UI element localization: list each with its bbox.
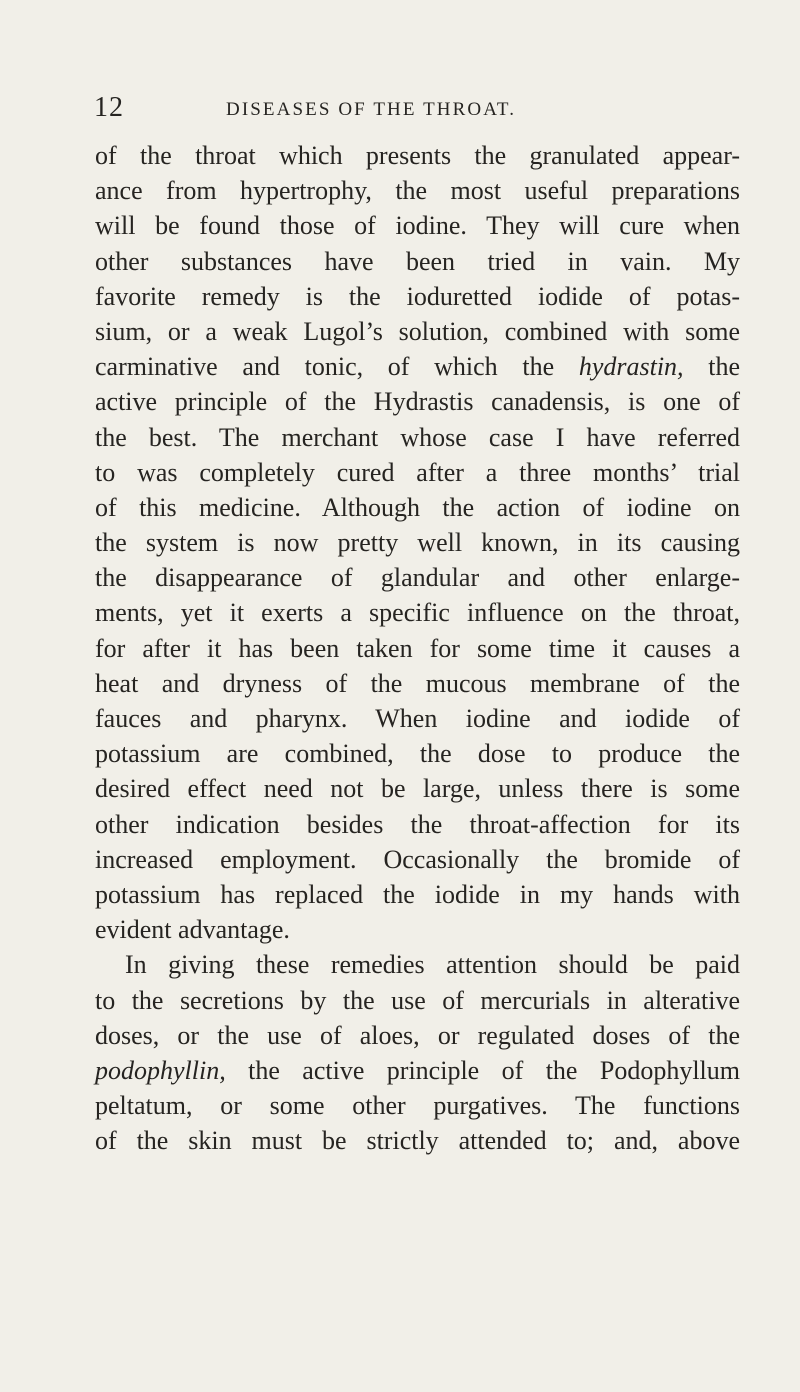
italic-term: hydrastin, bbox=[578, 352, 684, 382]
text-line: of the skin must be strictly attended to; and, above bbox=[95, 1126, 740, 1156]
text-line: to was completely cured after a three months’ trial bbox=[95, 457, 740, 487]
text-line: heat and dryness of the mucous membrane of the bbox=[95, 668, 740, 698]
text-line: will be found those of iodine. They will cure when bbox=[95, 211, 740, 241]
text-line: sium, or a weak Lugol’s solution, combined with some bbox=[95, 316, 740, 346]
text-line: desired effect need not be large, unless there is some bbox=[95, 774, 740, 804]
text-line: for after it has been taken for some time it causes a bbox=[95, 633, 740, 663]
text-line: favorite remedy is the ioduretted iodide of potas- bbox=[95, 281, 740, 311]
text-line: potassium are combined, the dose to produce the bbox=[95, 739, 740, 769]
text-line: active principle of the Hydrastis canadensis, is one of bbox=[95, 387, 740, 417]
page-header bbox=[0, 92, 800, 128]
text-line: ments, yet it exerts a specific influence on the throat, bbox=[95, 598, 740, 628]
text-line: podophyllin, the active principle of the Podophyllum bbox=[95, 1055, 740, 1085]
page-number: 12 bbox=[94, 92, 124, 123]
text-line: fauces and pharynx. When iodine and iodide of bbox=[95, 704, 740, 733]
text-line: peltatum, or some other purgatives. The functions bbox=[95, 1091, 740, 1121]
text-line: other indication besides the throat-affection for its bbox=[95, 809, 740, 839]
text-line: to the secretions by the use of mercurials in alterative bbox=[95, 985, 740, 1015]
body-text bbox=[95, 138, 740, 1158]
text-line: In giving these remedies attention should be paid bbox=[125, 950, 740, 980]
running-title: DISEASES OF THE THROAT. bbox=[226, 99, 517, 120]
text-line: potassium has replaced the iodide in my hands with bbox=[95, 879, 740, 909]
text-line: increased employment. Occasionally the bromide of bbox=[95, 844, 740, 874]
text-line: other substances have been tried in vain. My bbox=[95, 246, 740, 276]
text-line: ance from hypertrophy, the most useful preparations bbox=[95, 176, 740, 206]
italic-term: podophyllin, bbox=[95, 1055, 226, 1085]
text-line: of the throat which presents the granulated appear- bbox=[95, 141, 740, 170]
text-line: of this medicine. Although the action of iodine on bbox=[95, 492, 740, 522]
text-line: evident advantage. bbox=[95, 915, 290, 945]
text-line: doses, or the use of aloes, or regulated doses of the bbox=[95, 1020, 740, 1050]
text-line: the disappearance of glandular and other enlarge- bbox=[95, 563, 740, 593]
text-line: the system is now pretty well known, in its causing bbox=[95, 528, 740, 558]
text-line: the best. The merchant whose case I have referred bbox=[95, 422, 740, 452]
text-line: carminative and tonic, of which the hydrastin, the bbox=[95, 352, 741, 382]
